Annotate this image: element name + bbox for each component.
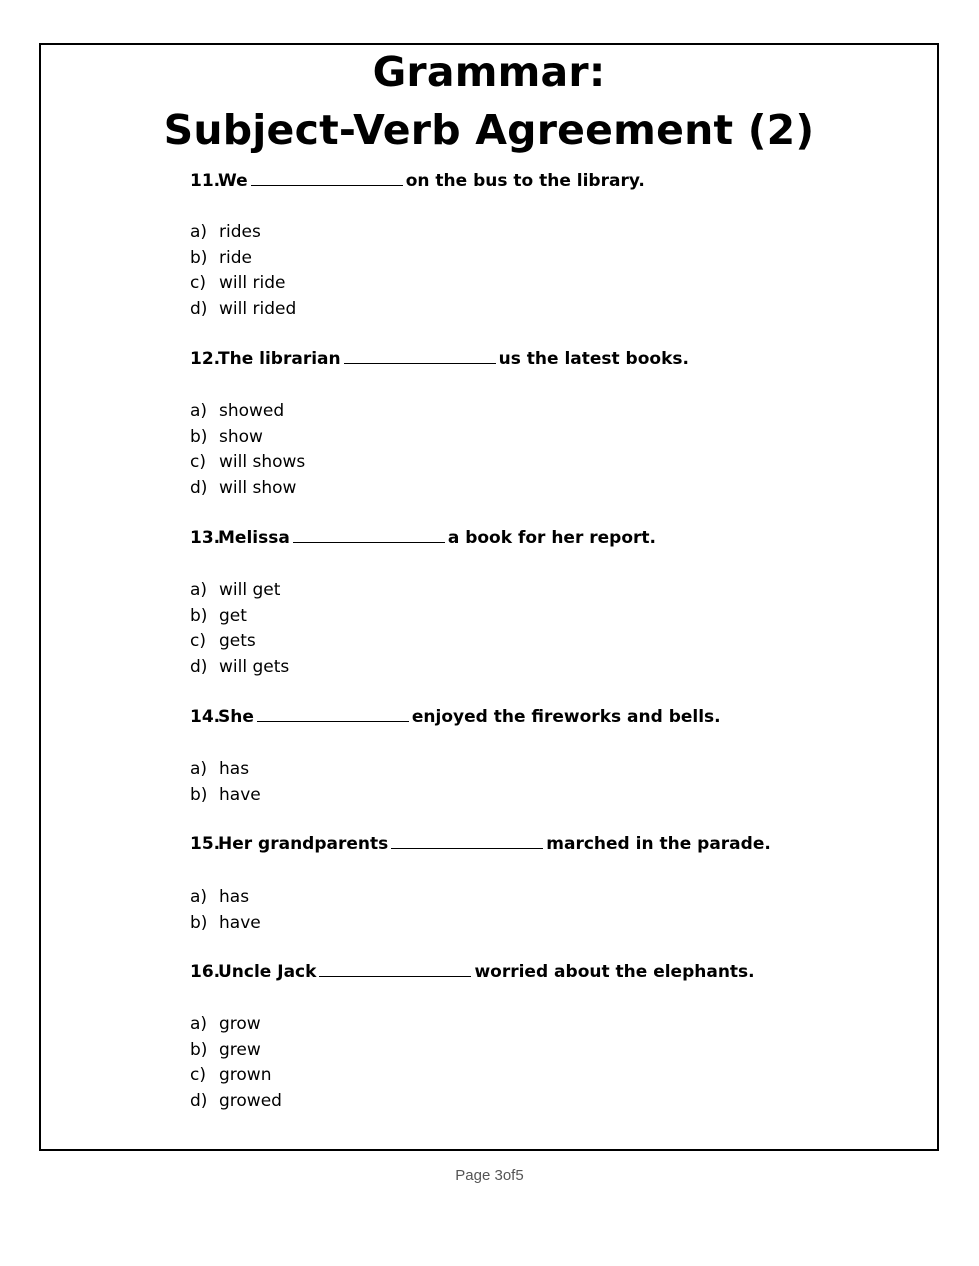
question-stem-end: marched in the parade. [546, 834, 771, 854]
of-label: of [502, 1167, 516, 1184]
option-c[interactable] [190, 450, 305, 476]
option-a[interactable] [190, 885, 261, 911]
question-number: 16. [190, 962, 221, 982]
title-line-2: Subject-Verb Agreement (2) [163, 106, 815, 154]
question-stem-start: The librarian [218, 349, 341, 369]
question-number: 13. [190, 528, 221, 548]
option-text: grown [219, 1065, 272, 1085]
question-stem-end: worried about the elephants. [474, 962, 755, 982]
option-letter: b) [190, 1039, 208, 1060]
option-b[interactable] [190, 604, 289, 630]
option-text: will show [219, 477, 297, 498]
answer-blank [319, 962, 471, 977]
worksheet-frame [39, 43, 939, 1151]
option-letter: b) [190, 784, 208, 805]
page-label: Page [455, 1167, 491, 1184]
total-pages: 5 [515, 1167, 524, 1184]
question-number: 14. [190, 707, 221, 727]
option-letter: a) [190, 401, 208, 421]
option-text: get [219, 605, 247, 626]
options-16 [190, 1012, 282, 1114]
option-letter: d) [190, 298, 208, 319]
option-text: gets [219, 631, 256, 651]
options-11 [190, 220, 296, 322]
question-stem-start: She [218, 707, 254, 727]
question-stem-end: on the bus to the library. [405, 171, 645, 191]
option-text: ride [219, 247, 252, 268]
question-stem-end: a book for her report. [447, 528, 656, 548]
question-16 [190, 962, 755, 982]
option-c[interactable] [190, 271, 296, 297]
option-letter: c) [190, 631, 206, 651]
option-text: have [219, 912, 261, 933]
option-letter: d) [190, 656, 208, 677]
question-13 [190, 528, 656, 548]
option-letter: b) [190, 247, 208, 268]
option-text: will rided [219, 298, 297, 319]
option-text: will ride [219, 273, 286, 293]
question-stem-start: Melissa [218, 528, 290, 548]
option-letter: a) [190, 887, 208, 907]
option-letter: a) [190, 222, 208, 242]
option-letter: c) [190, 1065, 206, 1085]
options-15 [190, 885, 261, 936]
option-a[interactable] [190, 220, 296, 246]
option-text: rides [219, 222, 261, 242]
answer-blank [344, 349, 496, 364]
option-a[interactable] [190, 399, 305, 425]
option-text: will gets [219, 656, 290, 677]
option-text: grow [219, 1014, 261, 1034]
option-text: has [219, 887, 250, 907]
option-a[interactable] [190, 757, 261, 783]
option-a[interactable] [190, 1012, 282, 1038]
option-letter: a) [190, 580, 208, 600]
option-d[interactable] [190, 1089, 282, 1115]
option-b[interactable] [190, 911, 261, 937]
option-letter: a) [190, 759, 208, 779]
option-letter: d) [190, 477, 208, 498]
option-c[interactable] [190, 1063, 282, 1089]
answer-blank [391, 834, 543, 849]
option-letter: b) [190, 426, 208, 447]
options-14 [190, 757, 261, 808]
option-d[interactable] [190, 476, 305, 502]
option-text: have [219, 784, 261, 805]
question-stem-end: us the latest books. [498, 349, 689, 369]
option-text: showed [219, 401, 285, 421]
option-letter: b) [190, 912, 208, 933]
option-letter: b) [190, 605, 208, 626]
option-a[interactable] [190, 578, 289, 604]
question-number: 12. [190, 349, 221, 369]
question-stem-start: Uncle Jack [218, 962, 317, 982]
option-b[interactable] [190, 783, 261, 809]
question-number: 11. [190, 171, 221, 191]
answer-blank [293, 528, 445, 543]
question-stem-start: We [218, 171, 248, 191]
option-letter: d) [190, 1090, 208, 1111]
options-13 [190, 578, 289, 680]
option-letter: c) [190, 273, 206, 293]
option-text: show [219, 426, 263, 447]
question-12 [190, 349, 689, 369]
option-text: grew [219, 1039, 261, 1060]
option-b[interactable] [190, 425, 305, 451]
option-d[interactable] [190, 655, 289, 681]
option-text: has [219, 759, 250, 779]
option-text: growed [219, 1090, 282, 1111]
question-stem-start: Her grandparents [218, 834, 389, 854]
option-letter: a) [190, 1014, 208, 1034]
question-11 [190, 171, 645, 191]
option-c[interactable] [190, 629, 289, 655]
option-text: will get [219, 580, 281, 600]
option-letter: c) [190, 452, 206, 472]
option-b[interactable] [190, 246, 296, 272]
answer-blank [257, 707, 409, 722]
current-page: 3 [494, 1167, 503, 1184]
title-line-1: Grammar: [372, 48, 606, 96]
page-footer [0, 1167, 979, 1184]
question-stem-end: enjoyed the fireworks and bells. [411, 707, 721, 727]
option-d[interactable] [190, 297, 296, 323]
options-12 [190, 399, 305, 501]
question-number: 15. [190, 834, 221, 854]
option-b[interactable] [190, 1038, 282, 1064]
answer-blank [251, 171, 403, 186]
question-14 [190, 707, 721, 727]
option-text: will shows [219, 452, 306, 472]
question-15 [190, 834, 771, 854]
